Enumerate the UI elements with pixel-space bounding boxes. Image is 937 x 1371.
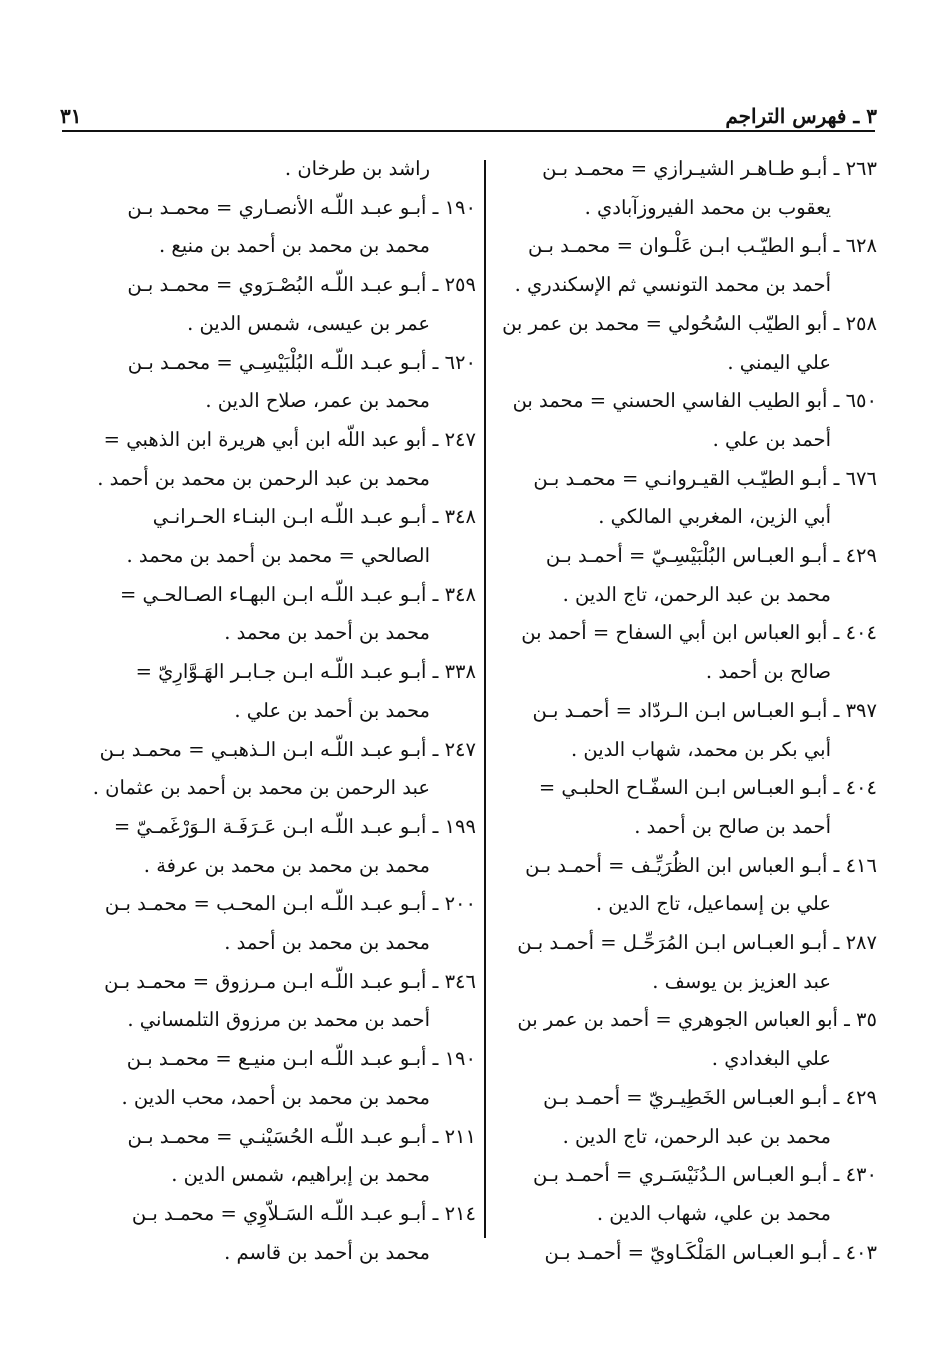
index-entry xyxy=(479,847,877,924)
index-entry xyxy=(479,1234,877,1273)
index-entry xyxy=(78,1040,476,1117)
entry-heading-line: ٣٣٨ ـ أبـو عبـد اللّـه ابـن جـابـر الهَـوَّارِيّ = xyxy=(135,660,476,684)
index-entry xyxy=(479,150,877,227)
entry-continuation-line: عمر بن عيسى، شمس الدين . xyxy=(187,311,430,335)
entry-continuation-line: أحمد بن محمد التونسي ثم الإسكندري . xyxy=(514,273,831,297)
entry-heading-line: ٦٢٠ ـ أبـو عبـد اللّـه البُلْبَيْسِـي = محمـد بـن xyxy=(127,350,476,374)
entry-heading-line: ٦٢٨ ـ أبـو الطيّـب ابـن عَلْـوان = محمـد بـن xyxy=(527,234,877,258)
entry-heading-line: ٣٤٨ ـ أبـو عبـد اللّـه ابـن البهـاء الصـالحـي = xyxy=(119,582,476,606)
entry-heading-line: ٤١٦ ـ أبـو العباس ابن الظُرَيِّـف = أحمـد بـن xyxy=(525,853,877,877)
entry-heading-line: ٢٠٠ ـ أبـو عبـد اللّـه ابـن المحـب = محمـد بـن xyxy=(104,892,476,916)
entry-continuation-line: راشد بن طرخان . xyxy=(284,157,430,180)
entry-continuation-line: محمد بن أحمد بن علي . xyxy=(234,698,430,722)
entry-heading-line: ١٩٠ ـ أبـو عبـد اللّـه ابـن منيـع = محمـد بـن xyxy=(126,1047,476,1071)
entry-heading-line: ٢٤٧ ـ أبو عبد اللّه ابن أبي هريرة ابن الذهبي = xyxy=(103,427,476,451)
index-entry xyxy=(479,769,877,846)
entry-continuation-line: علي البغدادي . xyxy=(711,1047,831,1071)
entry-continuation-line: أبي الزين، المغربي المالكي . xyxy=(598,505,831,529)
column-divider xyxy=(484,160,486,1238)
entry-continuation-line: محمد بن عبد الرحمن، تاج الدين . xyxy=(562,582,831,606)
entry-heading-line: ٢٥٩ ـ أبـو عبـد اللّـه البُصْـرَوي = محمـد بـن xyxy=(127,273,476,297)
index-entry xyxy=(479,1079,877,1156)
entry-heading-line: ٤٠٤ ـ أبـو العبـاس ابـن السفّـاح الحلبـي = xyxy=(538,776,877,800)
entry-continuation-line: علي بن إسماعيل، تاج الدين . xyxy=(595,892,831,916)
index-entry xyxy=(479,924,877,1001)
index-entry xyxy=(479,382,877,459)
page-number: ٣١ xyxy=(60,104,82,128)
entry-heading-line: ٢٦٣ ـ أبـو طـاهـر الشيـرازي = محمـد بـن xyxy=(542,157,877,180)
entry-heading-line: ٢٥٨ ـ أبو الطيّب السُحُولي = محمد بن عمر بن xyxy=(502,311,877,335)
index-entry xyxy=(479,614,877,691)
entry-heading-line: ١٩٩ ـ أبـو عبـد اللّـه ابـن عَـرَفَـة الـوَرْغَمـيّ = xyxy=(113,814,476,838)
index-entry xyxy=(78,1118,476,1195)
entry-heading-line: ١٩٠ ـ أبـو عبـد اللّـه الأنصـاري = محمـد بـن xyxy=(127,195,476,219)
index-entry xyxy=(78,653,476,730)
entry-heading-line: ٣٤٦ ـ أبـو عبـد اللّـه ابـن مـرزوق = محمـد بـن xyxy=(104,969,476,993)
entry-continuation-line: محمد بن أحمد بن قاسم . xyxy=(224,1240,430,1264)
entry-heading-line: ٤٠٣ ـ أبـو العبـاس المَلْكَـاويّ = أحمـد بـن xyxy=(544,1240,877,1264)
index-entry xyxy=(78,808,476,885)
entry-heading-line: ٣٩٧ ـ أبـو العبـاس ابـن الـردّاد = أحمـد بـن xyxy=(532,698,877,722)
index-entry xyxy=(479,1156,877,1233)
index-entry xyxy=(78,1195,476,1272)
entry-continuation-line: محمد بن عبد الرحمن، تاج الدين . xyxy=(562,1124,831,1148)
entry-continuation-line: أبي بكر بن محمد، شهاب الدين . xyxy=(570,737,831,761)
entry-heading-line: ٤٢٩ ـ أبـو العبـاس البُلْبَيْسِـيّ = أحمـد بـن xyxy=(545,544,877,568)
entry-continuation-line: علي اليمني . xyxy=(727,350,831,374)
entry-continuation-line: عبد العزيز بن يوسف . xyxy=(652,969,831,993)
entry-continuation-line: محمد بن عمر، صلاح الدين . xyxy=(205,389,430,413)
index-entry xyxy=(479,1001,877,1078)
section-title: ٣ ـ فهرس التراجم xyxy=(725,104,877,128)
index-entry xyxy=(78,963,476,1040)
entry-continuation-line: محمد بن محمد بن أحمد بن منيع . xyxy=(158,234,430,258)
entry-continuation-line: أحمد بن صالح بن أحمد . xyxy=(634,814,831,838)
entry-continuation-line: محمد بن علي، شهاب الدين . xyxy=(596,1201,831,1225)
entry-continuation-line: عبد الرحمن بن محمد بن أحمد بن عثمان . xyxy=(92,776,430,800)
index-entry xyxy=(78,498,476,575)
index-entry xyxy=(78,150,476,189)
entry-continuation-line: محمد بن محمد بن أحمد . xyxy=(224,931,430,955)
entry-heading-line: ٢١١ ـ أبـو عبـد اللّـه الحُسَيْنـي = محمـد بـن xyxy=(127,1124,476,1148)
entry-continuation-line: محمد بن محمد بن أحمد، محب الدين . xyxy=(121,1085,430,1109)
entry-continuation-line: محمد بن محمد بن محمد بن عرفة . xyxy=(143,853,430,877)
entry-continuation-line: محمد بن عبد الرحمن بن محمد بن أحمد . xyxy=(97,466,430,490)
entry-heading-line: ٢١٤ ـ أبـو عبـد اللّـه السَـلاّوِي = محمـد بـن xyxy=(131,1201,476,1225)
entry-heading-line: ٢٤٧ ـ أبـو عبـد اللّـه ابـن الـذهبـي = محمـد بـن xyxy=(99,737,476,761)
left-column xyxy=(78,150,476,1272)
index-entry xyxy=(479,692,877,769)
entry-heading-line: ٣٥ ـ أبو العباس الجوهري = أحمد بن عمر بن xyxy=(517,1008,877,1032)
index-entry xyxy=(78,421,476,498)
index-entry xyxy=(78,576,476,653)
index-entry xyxy=(479,537,877,614)
page-header xyxy=(60,92,877,128)
entry-heading-line: ٦٧٦ ـ أبـو الطيّـب القيـروانـي = محمـد بـن xyxy=(533,466,877,490)
index-entry xyxy=(78,266,476,343)
entry-heading-line: ٣٤٨ ـ أبـو عبـد اللّـه ابـن البنـاء الحـرانـي xyxy=(152,505,476,529)
index-entry xyxy=(479,227,877,304)
entry-heading-line: ٤٢٩ ـ أبـو العبـاس الخَطِيـريّ = أحمـد بـن xyxy=(543,1085,877,1109)
entry-continuation-line: محمد بن إبراهيم، شمس الدين . xyxy=(171,1163,430,1187)
right-column xyxy=(479,150,877,1272)
entry-heading-line: ٢٨٧ ـ أبـو العبـاس ابـن المُرَحِّـل = أحمـد بـن xyxy=(517,931,877,955)
entry-continuation-line: محمد بن أحمد بن محمد . xyxy=(224,621,430,645)
entry-continuation-line: الصالحي = محمد بن أحمد بن محمد . xyxy=(126,544,430,568)
entry-continuation-line: أحمد بن علي . xyxy=(712,427,831,451)
entry-continuation-line: صالح بن أحمد . xyxy=(705,660,831,684)
index-entry xyxy=(78,731,476,808)
index-entry xyxy=(78,885,476,962)
entry-heading-line: ٤٣٠ ـ أبـو العبـاس الـدُنَيْسَـري = أحمـد بـن xyxy=(532,1163,877,1187)
entry-continuation-line: أحمد بن محمد بن مرزوق التلمساني . xyxy=(127,1008,430,1032)
header-rule xyxy=(62,130,875,132)
index-entry xyxy=(78,189,476,266)
index-entry xyxy=(78,344,476,421)
index-entry xyxy=(479,460,877,537)
entry-heading-line: ٦٥٠ ـ أبو الطيب الفاسي الحسني = محمد بن xyxy=(512,389,877,413)
entry-continuation-line: يعقوب بن محمد الفيروزآبادي . xyxy=(584,195,831,219)
index-entry xyxy=(479,305,877,382)
entry-heading-line: ٤٠٤ ـ أبو العباس ابن أبي السفاح = أحمد بن xyxy=(521,621,877,645)
